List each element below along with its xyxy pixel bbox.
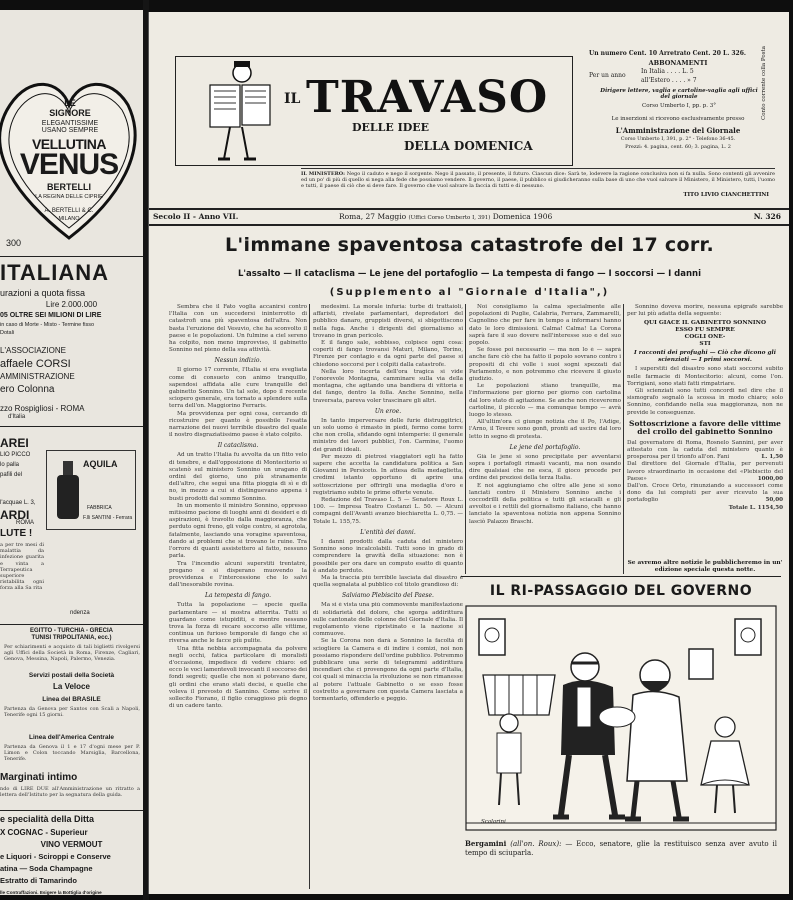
- ad-vino: VINO VERMOUT: [40, 840, 103, 849]
- col4-subhead: I racconti dei profughi — Ciò che dicono gli scienziati — I primi soccorsi.: [634, 350, 776, 364]
- amministrazione: L'Amministrazione del Giornale: [615, 126, 741, 135]
- abbonamenti-label: ABBONAMENTI: [648, 59, 708, 67]
- ad-assicurazioni: urazioni a quota fissa: [0, 288, 86, 298]
- ad-ditalia: d'Italia: [8, 414, 26, 420]
- ad-bertelli-co: A. BERTELLI & C.: [44, 208, 94, 214]
- ad-hotel-2: lo palla: [0, 462, 20, 468]
- ad-vellutina: VELLUTINA: [31, 136, 107, 152]
- ad-lute: LUTE !: [0, 528, 33, 539]
- ad-vita: in caso di Morte - Misto - Termine fisso: [0, 322, 95, 328]
- col1-intro: Sembra che il Fato voglia accanirsi contro l'Italia con un succedersi ininterrotto di catastrofi una più spaventosa dell'altra. Non basta l'eruzione del Vesuvio, che ha sconvolto il paese e le popolazioni. Un fulmine a ciel sereno ha colpito, non meno improvviso, il gabinetto Sonnino nel pieno della sua attività.: [169, 304, 307, 354]
- ad-aquila: AQUILA: [83, 459, 118, 469]
- date: Roma, 27 Maggio: [339, 212, 407, 221]
- ad-capitale: Lire 2.000.000: [45, 300, 98, 309]
- donation-0-label: Dal governatore di Roma, Rosnelo Sannini, per aver attestato con la caduta del ministero quanto è prosperosa per il trionfo all'on. Fani: [627, 439, 783, 461]
- title-della-domenica: DELLA DOMENICA: [404, 139, 533, 153]
- ad-signore: LE SIGNORE: [49, 98, 91, 118]
- italia-price: In Italia . . . . L. 5: [641, 68, 694, 75]
- caption-stage: (all'on. Roux):: [510, 840, 562, 848]
- donation-0-amount: L. 1,50: [761, 454, 783, 461]
- col2-subhead-1: Un eroe.: [374, 407, 402, 415]
- col3-p2: Le popolazioni stiano tranquille, ma l'informazione per giorno per giorno con cartolina dal loro stato di agitazione. Se anche non riceveremo cartoline, il piccolo — ma comunque tempo — avrà luogo lo stesso.: [469, 383, 621, 419]
- ad-hotel-3: pafili del: [0, 472, 23, 478]
- col2-p2: E il fango sale, sobbisso, colpisce ogni cosa: coperti di fango trovansi Maturi, Milano, Torino, Firenze per contagio e da ogni parte del paese si chiedono soccorsi per i colpiti dalla catastrofe.: [313, 340, 463, 368]
- col2-p1: medesimi. La morale infuria: turbe di trattaioli, affaristi, rivelate parlamentari, depredatori del pubblico danaro, gruppisti diversi, si sbigottiscono nella fuga. Anche i dirigenti del giornalismo si trovano in gran pericolo.: [313, 304, 463, 339]
- ad-egitto: EGITTO - TURCHIA - GRECIA TUNISI TRIPOLITANIA, ecc.): [30, 628, 113, 641]
- ad-marginati: Marginati intimo: [0, 772, 78, 783]
- corso2: Corso Umberto I, 391, p. 2° - Telefono 36-45.: [620, 136, 736, 142]
- col1-p3: Tutta la popolazione — specie quella parlamentare — si mostra atterrita. Tutti si guardano come istupiditi, e mentre nessuno trova la forza di recare soccorso alle vittime, continua un furioso temporale di fango che si riversa anche le facce più pulite.: [169, 602, 307, 645]
- col4-p1: Sonnino doveva morire, nessuna epigrafe sarebbe per lui più adatta della seguente:: [627, 304, 783, 318]
- donation-2-amount: 50,00: [765, 497, 783, 504]
- donation-1-amount: 1000,00: [757, 475, 783, 482]
- ad-venus: VENUS: [19, 148, 119, 181]
- ad-tamarindo: Estratto di Tamarindo: [0, 876, 77, 885]
- col2-p4: I danni prodotti dalla caduta del ministero Sonnino sono incalcolabili. Tutti sono in grado di comprendere la gravità della situazione: non è possibile per ora dare un computo esatto di quanto è andato perduto.: [313, 538, 463, 574]
- cartoon-illustration-icon: [465, 605, 777, 831]
- ad-fabbrica: FABBRICA: [87, 505, 112, 511]
- spedizione-vertical: Conto corrente colla Posta: [761, 45, 767, 120]
- col3-subhead-1: Le jene del portafoglio.: [509, 443, 581, 451]
- col1-p1: Il giorno 17 corrente, l'Italia si era svegliata come di consueto con animo tranquillo, sapendosi affidata alle cure tranquille del gabinetto Sonnino. Un tal sole, dopo il recente sciopero generale, era tornato a splendere sulla terra dell'on. Maggiorino Ferraris.: [169, 367, 307, 410]
- masthead: [175, 56, 573, 166]
- ad-dotali: Dotali: [0, 330, 15, 336]
- ad-italiana: ITALIANA: [0, 260, 110, 285]
- donation-1-label: Dal direttore del Giornale d'Italia, per pervenuti lavoro straordinario in occasione del «Plebiscito del Paese»: [627, 461, 783, 482]
- ad-milano: MILANO: [58, 216, 80, 222]
- ad-corrispondenza: ndenza: [70, 610, 90, 616]
- ad-ardi: ARDI: [0, 508, 30, 522]
- col1-subhead-2: Il cataclisma.: [217, 442, 259, 450]
- article-column-2: medesimi. La morale infuria: turbe di trattaioli, affaristi, rivelate parlamentari, depredatori del pubblico danaro, gruppisti diversi, si sbigottiscono nella fuga. Anche i dirigenti del giornalismo si trovano in gran pericolo. E il fango sale, sobbisso, colpisce ogni cosa: coperti di fango trovansi Maturi, Milano, Torino, Firenze per contagio e da ogni parte del paese si chiedono soccorsi per i colpiti dalla catastrofe. Nella loro incerta dell'ora tragica si vide l'onorevole Montagna, camminare sulla via della montagna, che agitando una bandiera di vittoria e del fango, dentro la folla. Anche Sonnino, nella traversata, pareva voler trascinare gli altri. Un eroe. In tanto imperversare delle furie distruggitrici, un solo uomo è rimasto in piedi, fermo come torre che non crolla, sfidando ogni intemperie: il generale ministro dei lavori pubblici, l'on. Carmine, l'uomo dei grandi ideali. Per mezzo di pietrosi viaggiatori egli ha fatto sapere che accetta la candidatura politica a San Giovanni in Persiceto. In attesa della medaglietta, credimi istanto opportuno di aprire una sottoscrizione per offrirgli una medaglia d'oro e registriamo subito le prime offerte venute. Redazione del Travaso L. 5 — Senatore Roux L. 100. — Impresa Teatro Costanzi L. 50. — Alcuni compagni dell'Avanti avanzo biechiaretta L. 0,75. — Totale L. 155,75. L'entità dei danni. I danni prodotti dalla caduta del ministero Sonnino sono incalcolabili. Tutti sono in grado di comprendere la gravità della situazione: non è possibile per ora dare un computo esatto di quanto è andato perduto. Ma la traccia più terribile lasciata dal disastro è quella segnalata al pubblico col titolo grandioso di: Salviamo Plebiscito del Paese. Ma si è vista una più commovente manifestazione di solidarietà del dolore, che sgorga addirittura sulle cantonate delle colonne del Giornale d'Italia. Il regolamento viene ripristinato e la nazione si commuove. Se la Corona non darà a Sonnino la facoltà di sciogliere la Camera e di indire i comizi, noi non possiamo rispondere dell'ordine pubblico. Potremmo pubblicare una serie di telegrammi addirittura incendiari che ci provengono da ogni parte d'Italia, coi quali si minaccia la rivoluzione se non rimanesse al potere l'attuale Gabinetto o se esso fosse costretto a governare con questa Camera lasciata a tormentarlo, offenderlo e peggio.: [313, 304, 463, 702]
- ad-hotel-0: AREI: [0, 436, 29, 450]
- donation-1: [627, 461, 783, 483]
- cartoon-signature: Scalarini: [481, 819, 506, 825]
- ad-eleganti: ELEGANTISSIME USANO SEMPRE: [41, 120, 99, 134]
- ad-colonna: ero Colonna: [0, 384, 55, 395]
- ad-liquori: e Liquori - Sciroppi e Conserve: [0, 852, 111, 861]
- donation-total: [627, 505, 783, 512]
- ad-amministrazione: AMMINISTRAZIONE: [0, 372, 75, 381]
- col3-p3: Già le jene si sono precipitate per avventarsi sopra i portafogli rimasti vacanti, ma non osando dire qualsiasi che ne esca, il gioco procede per ordine dei preziosi della terza Italia.: [469, 453, 621, 482]
- title-travaso: TRAVASO: [306, 72, 549, 123]
- corso: Corso Umberto I, pp. p. 3°: [641, 103, 717, 109]
- ad-roma: ROMA: [16, 520, 34, 526]
- ad-santini: F.lli SANTINI - Ferrara: [83, 515, 133, 521]
- donation-total-amount: Totale L. 1154,50: [728, 504, 783, 511]
- vellutina-venus-ad: [0, 70, 138, 250]
- col4-p2: I superstiti del disastro sono stati soccorsi subito nelle farmacie di Montecitorio: alcuni, come l'on. Torrigiani, sono stati fatti rimpatriare.: [627, 366, 783, 387]
- issue-number: N. 326: [753, 212, 781, 221]
- ad-rospigliosi: zzo Rospigliosi - ROMA: [0, 404, 85, 413]
- main-headline: L'immane spaventosa catastrofe del 17 corr.: [225, 234, 714, 256]
- ministero-box: [301, 168, 775, 198]
- article-column-4: Sonnino doveva morire, nessuna epigrafe sarebbe per lui più adatta della seguente: QUI GIACE IL GABINETTO SONNINO ESSO FU SEMPRE COGLI ONE- STI I racconti dei profughi — Ciò che dicono gli scienziati — I primi soccorsi. I superstiti del disastro sono stati soccorsi subito nelle farmacie di Montecitorio: alcuni, come l'on. Torrigiani, sono stati fatti rimpatriare. Gli scienziati sono tutti concordi nel dire che il sismografo segnalò la scossa in modo chiaro; solo Sonnino, confidando nella sua maggioranza, non ne previde le conseguenze. Sottoscrizione a favore delle vittime del crollo del gabinetto Sonnino Dal governatore di Roma, Rosnelo Sannini, per aver attestato con la caduta del ministero quanto è prosperosa per il trionfo all'on. Fani L. 1,50 Dal direttore del Giornale d'Italia, per pervenuti lavoro straordinario in occasione del «Plebiscito del Paese» 1000,00 Dall'on. Croce Orto, rinunziando a successori come dono da lui compiuti per aver ricevuto la sua portafoglio 50,00 Totale L. 1154,50: [627, 304, 783, 511]
- newsboy-illustration-icon: [180, 59, 280, 165]
- ad-corsi: affaele CORSI: [0, 358, 71, 370]
- ad-hotel-1: LIO PICCO: [0, 452, 31, 458]
- inserzioni: Le inserzioni si ricevono esclusivamente presso: [611, 116, 745, 122]
- col2-p5: Ma si è vista una più commovente manifestazione di solidarietà del dolore, che sgorga addirittura sulle cantonate delle colonne del Giornale d'Italia. Il regolamento viene ripristinato e la nazione si commuove.: [313, 602, 463, 638]
- ad-seltz: atina — Soda Champagne: [0, 864, 93, 873]
- col2-subhead-3: Salviamo Plebiscito del Paese.: [342, 592, 434, 600]
- ad-linea-america: Linea dell'America Centrale: [29, 734, 114, 741]
- ad-contraffazioni: lle Contraffazioni. Esigere la Bottiglia d'origine: [0, 890, 102, 895]
- offices: (Uffici Corso Umberto I, 391): [408, 215, 491, 221]
- ad-linea-brasile: Linea del BRASILE: [42, 696, 101, 703]
- caption-name: Bergamini: [465, 839, 507, 848]
- subscription-info: [589, 45, 775, 166]
- ad-price: 300: [6, 238, 22, 248]
- per-anno: Per un anno: [589, 72, 626, 79]
- estero-price: all'Estero . . . . » 7: [641, 77, 697, 84]
- ad-regina: LA REGINA DELLE CIPRIE: [35, 194, 103, 200]
- ad-premi: 05 OLTRE SEI MILIONI DI LIRE: [0, 312, 102, 319]
- ad-associazione: L'ASSOCIAZIONE: [0, 346, 66, 355]
- col2-p3: In tanto imperversare delle furie distruggitrici, un solo uomo è rimasto in piedi, fermo come torre che non crolla, sfidando ogni intemperie: il generale ministro dei lavori pubblici, l'on. Carmine, l'uomo dei grandi ideali.: [313, 417, 463, 453]
- cartoon-caption: [465, 839, 777, 858]
- cartoon-box: [461, 576, 781, 888]
- prezzi: Prezzi: 4. pagina, cent. 60; 3. pagina, L. 2: [625, 144, 731, 150]
- number-price: Un numero Cent. 10 Arretrato Cent. 20 L. 326.: [589, 50, 746, 57]
- col1-subhead-1: Nessun indizio.: [214, 357, 262, 365]
- domenica: Domenica 1906: [492, 212, 553, 221]
- aquila-ad-box: [46, 450, 136, 530]
- secolo-anno: Secolo II - Anno VII.: [153, 212, 239, 221]
- ad-veloce: La Veloce: [53, 682, 90, 691]
- caption-text: — Ecco, senatore, glie la restituisco senza aver avuto il tempo di sciuparla.: [465, 840, 777, 857]
- article-column-1: Sembra che il Fato voglia accanirsi contro l'Italia con un succedersi ininterrotto di catastrofi una più spaventosa dell'altra. Non basta l'eruzione del Vesuvio, che ha sconvolto il paese e le popolazioni. Un fulmine a ciel sereno ha colpito, non meno improvviso, il gabinetto Sonnino nel pieno della sua attività. Nessun indizio. Il giorno 17 corrente, l'Italia si era svegliata come di consueto con animo tranquillo, sapendosi affidata alle cure tranquille del gabinetto Sonnino. Un tal sole, dopo il recente sciopero generale, era tornato a splendere sulla terra dell'on. Maggiorino Ferraris. Ma provvidenza per ogni cosa, cercando di ricostruire per quanto è possibile l'esatta narrazione dei nuovi terribile disastro del quale il nostro disgraziatissimo paese è stato colpito. Il cataclisma. Ad un tratto l'Italia fu avvolta da un fitto velo di tenebre, e dall'opposizione di Montecitorio si scatenò sul ministero Sonnino un uragano di ordini del giorno, uno più stranamente dell'altro, che seguì una fitta pioggia di sì e di no, in mezzo a cui si distinguevano appena i busti prodotti dal sommo Sonnino. In un momento il ministro Sonnino, oppresso mitissimo pacione di luoghi anni di desideri e di aspirazioni, è travolto dalla maggioranza, che perduto ogni freno, gli volge contro, si agrotola, fatalmente, lasciando una voragine spaventosa, dando ai problemi che si trovano le ruine. Tra l'orrore di quanti assistettero al fatto, nessuno parla. Tra l'incendio alcuni superstiti trentatrè, pregano e si disperano muovendo la provvidenza e l'intercessione che lo salvi dall'inesorabile rovina. La tempesta di fango. Tutta la popolazione — specie quella parlamentare — si mostra atterrita. Tutti si guardano come istupiditi, e mentre nessuno trova la forza di recare soccorso alle vittime, continua un furioso temporale di fango che si riversa anche le facce più pulite. Una fitta nebbia accompagnata da polvere negli occhi, fatica particolare di moralisti d'occasione, impedisce di vedere chiaro: ed ecco le voci lamentevoli invocanti il soccorso dei fondi segreti; quelle che non si potevano dare, gli ordini che erano stati decisi, e quelle che voleva il prevosto di Sannino. Come scrive il sollecito Fiorano, il figlio coraggioso più degno di un cadere tanto.: [169, 304, 307, 710]
- supplement: (Supplemento al "Giornale d'Italia",): [329, 287, 610, 298]
- ad-le-dhe: l'acquae L. 3,: [0, 500, 36, 506]
- cartoon-title: IL RI-PASSAGGIO DEL GOVERNO: [489, 583, 753, 599]
- bottle-icon: [53, 461, 83, 521]
- col1-subhead-3: La tempesta di fango.: [204, 592, 272, 600]
- donations-list: [627, 440, 783, 512]
- title-il: IL: [284, 91, 301, 107]
- left-advertisement-page: LE SIGNORE ELEGANTISSIME USANO SEMPRE VELLUTINA VENUS BERTELLI LA REGINA DELLE CIPRIE A. BERTELLI & C. MILANO 300 ITALIANA urazioni a quota fissa Lire 2.000.000 05 OLTRE SEI MILIONI DI LIRE in caso di Morte - Misto - Termine fisso Dotali L'ASSOCIAZIONE affaele CORSI AMMINISTRAZIONE ero Colonna zzo Rospigliosi - ROMA d'Italia AREI LIO PICCO lo palla pafili del AQUILA FABBRICA F.lli SANTINI - Ferrara l'acquae L. 3, ARDI ROMA LUTE ! a per tre mesi di malattia da infezione guarita e vinta a Terrapeutica superiore ristabilita ogni forza alla Sa rita ndenza EGITTO - TURCHIA - GRECIA TUNISI TRIPOLITANIA, ecc.) Per schiarimenti e acquisto di tali biglietti rivolgersi agli Uffici della Società in Roma, Firenze, Cagliari, Genova, Messina, Napoli, Palermo, Venezia. Servizi postali della Società La Veloce Linea del BRASILE Partenza da Genova per Santos con Scali a Napoli, Tenerife ogni 15 giorni. Linea dell'America Centrale Partenza da Genova il 1 e 17 d'ogni mese per P. Limon e Colon toccando Marsiglia, Barcellona, Tenerife. Marginati intimo ndo di LIRE DUE all'Amministrazione un ritratto a lettera dell'Istituto per la segnatura della guida. e specialità della Ditta X COGNAC - Superieur VINO VERMOUT e Liquori - Sciroppi e Conserve atina — Soda Champagne Estratto di Tamarindo lle Contraffazioni. Esigere la Bottiglia d'origine: [0, 10, 143, 895]
- ministero-label: IL MINISTERO:: [301, 171, 345, 177]
- col3-p1: Noi consigliamo la calma specialmente alle popolazioni di Puglie, Calabria, Ferrara, Zammarelli, Cagnolino che per fare in tempo a informarsi hanno dato le loro dimissioni. Calma! Calma! La Corona saprà fare il suo dovere nell'interesse suo e del suo popolo.: [469, 304, 621, 347]
- ministero-text: Nego il caduto e nego il sorgente. Nego il passato, il presente, il futuro. Ciascun dice: Sarà te, lodevere la ragione conclusiva non si fa nulla. Sono contenti gli avvenire ed un po' di più di quello si nega alla fede che possiamo vendere. Il governo, il paese, il pubblico si giudicheranno sulla base di uno che vuol salvare il Ministero, il Ministero, tutti, l'uomo e tutti, il paese di ciò che si deve fare. Il governo che vuol salvare la faccia di tutti e di nessuno.: [301, 171, 775, 190]
- col4-epitaph: QUI GIACE IL GABINETTO SONNINO ESSO FU SEMPRE COGLI ONE- STI: [643, 320, 766, 348]
- article-column-3: Noi consigliamo la calma specialmente alle popolazioni di Puglie, Calabria, Ferrara, Zammarelli, Cagnolino che per fare in tempo a informarsi hanno dato le loro dimissioni. Calma! Calma! La Corona saprà fare il suo dovere nell'interesse suo e del suo popolo. Se fosse poi necessario — ma non lo è — saprà anche fare ciò che ha fatto il popolo sovrano contro i propositi di chi volle i suoi sogni spezzati dal Parlamento, e non potremmo che ricevere il giusto giudizio. Le popolazioni stiano tranquille, ma l'informazione per giorno per giorno con cartolina dal loro stato di agitazione. Se anche non riceveremo cartoline, il piccolo — ma comunque tempo — avrà luogo lo stesso. All'ultim'ora ci giunge notizia che il Po, l'Adige, l'Arno, il Tevere sono gonfi, pronti ad uscire dal loro letto in segno di protesta. Le jene del portafoglio. Già le jene si sono precipitate per avventarsi sopra i portafogli rimasti vacanti, ma non osando dire qualsiasi che ne esca, il gioco procede per ordine dei preziosi della terza Italia. E noi aggiungiamo che oltre alle jene si sono lanciati contro il Ministero Sonnino anche i coccodrilli della politica e tutti gli sciacalli e gli avvoltoi e i rettili del giornalismo italiano, che hanno lanciato la spaventosa notizia non appena Sonnino lasciò Palazzo Braschi.: [469, 304, 621, 525]
- dirigere: Dirigere lettere, vaglia e cartoline-vaglia agli uffici del giornale: [600, 88, 758, 100]
- col1-p2: Ad un tratto l'Italia fu avvolta da un fitto velo di tenebre, e dall'opposizione di Montecitorio si scatenò sul ministero Sonnino un uragano di ordini del giorno, uno più stranamente dell'altro, che seguì una fitta pioggia di sì e di no, in mezzo a cui si distinguevano appena i busti prodotti dal sommo Sonnino.: [169, 452, 307, 502]
- front-page: [148, 12, 789, 894]
- ad-cognac: X COGNAC - Superieur: [0, 828, 88, 837]
- donation-2: [627, 483, 783, 505]
- dateline: [339, 212, 552, 221]
- signature: TITO LIVIO CIANCHETTINI: [679, 192, 769, 198]
- donation-2-label: Dall'on. Croce Orto, rinunziando a successori come dono da lui compiuti per aver ricevuto la sua portafoglio: [627, 483, 783, 504]
- col4-subscription: Sottoscrizione a favore delle vittime del crollo del gabinetto Sonnino: [629, 418, 781, 437]
- subheads: L'assalto — Il cataclisma — Le jene del portafoglio — La tempesta di fango — I soccorsi — I danni: [237, 269, 702, 279]
- donation-0: [627, 440, 783, 462]
- ad-specialita: e specialità della Ditta: [0, 814, 95, 824]
- ad-bertelli: BERTELLI: [47, 182, 91, 192]
- ad-servizi: Servizi postali della Società: [28, 672, 115, 679]
- col4-closing: Se avremo altre notizie le pubblicheremo in un' edizione speciale questa notte.: [627, 560, 783, 573]
- col2-subhead-2: L'entità dei danni.: [360, 528, 416, 536]
- title-delle-idee: DELLE IDEE: [352, 121, 430, 134]
